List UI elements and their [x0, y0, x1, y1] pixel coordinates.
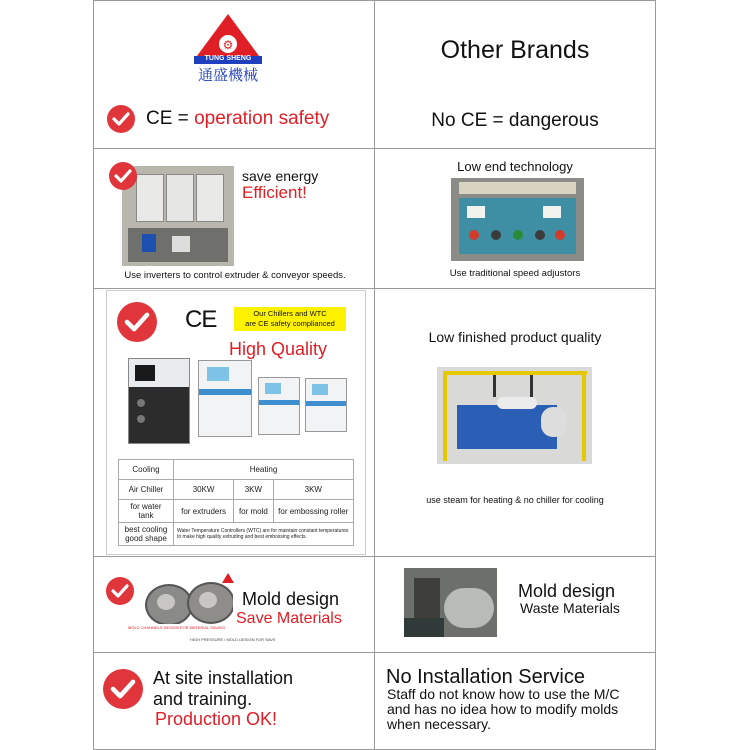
spec-table — [118, 459, 354, 546]
other-brands-heading: Other Brands — [440, 36, 590, 64]
table-cell: for extruders — [173, 500, 233, 523]
grid-line — [93, 556, 655, 557]
mold-photo — [143, 576, 233, 624]
table-cell: best cooling good shape — [119, 523, 174, 546]
efficient-highlight: Efficient! — [242, 183, 307, 202]
table-row — [119, 523, 354, 546]
table-cell: 30KW — [173, 480, 233, 500]
save-materials-highlight: Save Materials — [236, 610, 342, 627]
table-cell: Air Chiller — [119, 480, 174, 500]
low-quality-title: Low finished product quality — [428, 329, 602, 345]
grid-border-left — [93, 0, 94, 750]
svg-text:⚙: ⚙ — [222, 38, 234, 52]
ce-highlight: operation safety — [194, 108, 330, 129]
mold-design-right-title: Mold design — [518, 581, 616, 601]
no-installation-line: and has no idea how to modify molds — [387, 701, 619, 717]
table-row — [119, 480, 354, 500]
mold-tiny-caption: MOLD CHANNELS DESIGN FOR MATERIAL SAVING — [128, 625, 226, 630]
table-cell: for embossing roller — [273, 500, 353, 523]
brand-name: TUNG SHENG — [204, 55, 252, 62]
ce-banner-line2: are CE safety complianced — [245, 319, 335, 328]
installation-line1: At site installation — [153, 668, 294, 688]
inverter-cabinet-photo — [122, 166, 234, 266]
table-cell: Water Temperature Controllers (WTC) are for maintain constant temperatures to make high quality extruding and best embossing effects. — [173, 523, 353, 546]
installation-line2: and training. — [153, 689, 253, 709]
mold-tiny-caption: HIGH PRESSURE / MOLD DESIGN FOR SAVE — [190, 637, 276, 642]
ce-banner-line1: Our Chillers and WTC — [253, 309, 327, 318]
ce-mark: CE — [185, 306, 217, 333]
check-icon — [117, 302, 157, 342]
ce-banner — [234, 307, 346, 331]
ce-safety-text — [146, 108, 329, 130]
check-icon — [107, 105, 135, 133]
no-installation-line: Staff do not know how to use the M/C — [387, 686, 620, 702]
no-ce-text: No CE = dangerous — [431, 110, 599, 131]
check-icon — [106, 577, 134, 605]
wtc-photo — [258, 377, 300, 435]
speed-adjustor-photo — [451, 178, 584, 261]
grid-border-right — [655, 0, 656, 750]
no-installation-title: No Installation Service — [386, 666, 585, 688]
brand-chinese: 通盛機械 — [197, 66, 258, 84]
mold-design-title: Mold design — [242, 589, 340, 609]
no-installation-body — [387, 687, 619, 732]
steam-caption: use steam for heating & no chiller for cooling — [426, 495, 604, 505]
grid-line — [93, 0, 655, 1]
no-installation-line: when necessary. — [387, 716, 492, 732]
chiller-photo — [128, 358, 190, 444]
wtc-photo — [198, 360, 252, 437]
speed-adjustor-caption: Use traditional speed adjustors — [449, 268, 581, 279]
high-quality-highlight: High Quality — [229, 339, 328, 359]
check-icon — [103, 669, 143, 709]
ce-label: CE = — [146, 108, 195, 129]
inverter-caption: Use inverters to control extruder & conveyor speeds. — [124, 270, 346, 281]
table-cell: Heating — [173, 460, 353, 480]
waste-materials-subtitle: Waste Materials — [520, 600, 620, 616]
save-energy-title: save energy — [242, 168, 319, 184]
wtc-photo — [305, 378, 347, 432]
table-cell: 3KW — [273, 480, 353, 500]
table-cell: for water tank — [119, 500, 174, 523]
table-row — [119, 460, 354, 480]
brand-mini-icon — [222, 570, 234, 580]
table-cell: for mold — [234, 500, 273, 523]
production-ok-highlight: Production OK! — [155, 709, 278, 729]
check-icon — [109, 162, 137, 190]
waste-mold-photo — [404, 568, 497, 637]
table-row — [119, 500, 354, 523]
grid-line — [93, 288, 655, 289]
grid-line — [93, 652, 655, 653]
steam-machine-photo — [437, 367, 592, 464]
table-cell: 3KW — [234, 480, 273, 500]
grid-line — [93, 148, 655, 149]
low-end-title: Low end technology — [457, 159, 573, 174]
table-cell: Cooling — [119, 460, 174, 480]
